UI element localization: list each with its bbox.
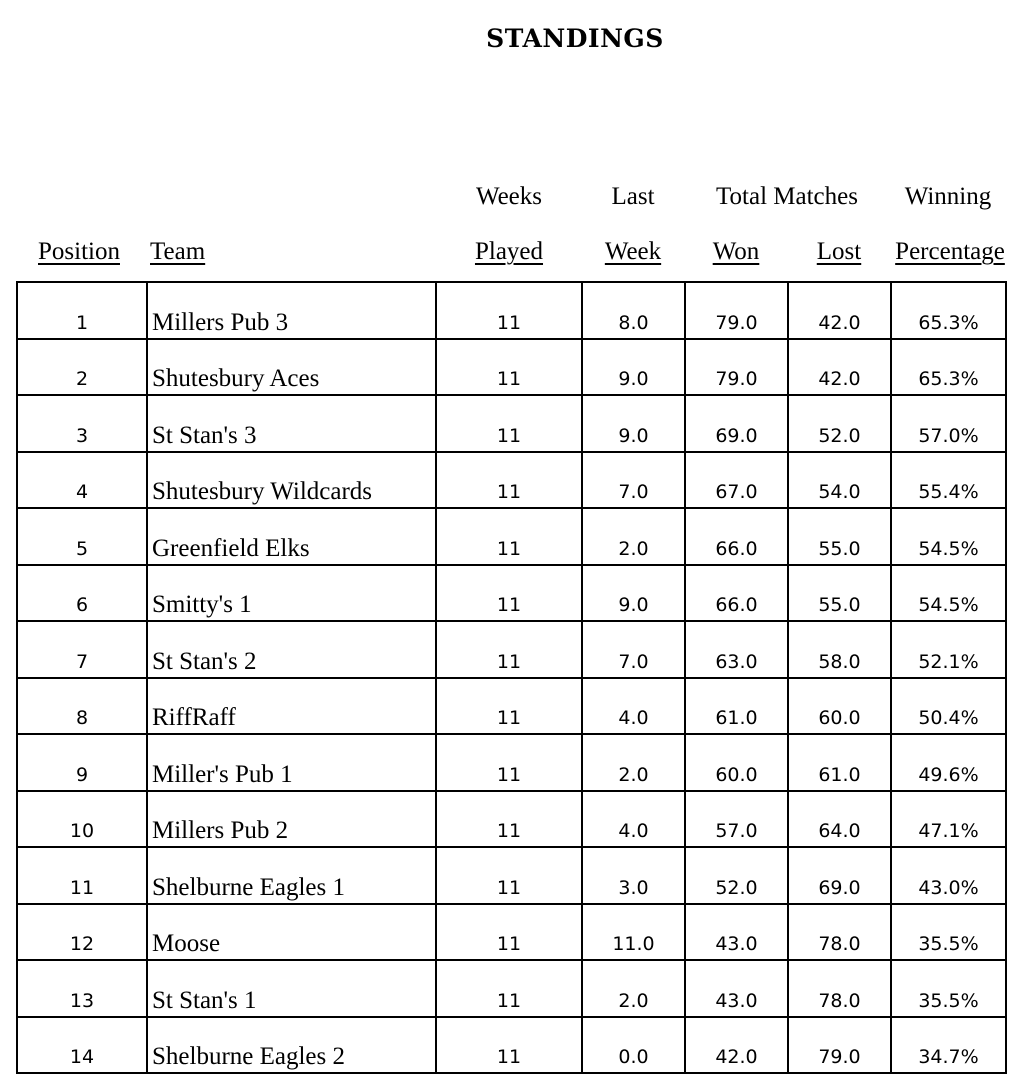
cell-won: 66.0 <box>685 508 788 565</box>
cell-weeks-played: 11 <box>436 282 582 339</box>
cell-won: 67.0 <box>685 452 788 509</box>
cell-winning-percentage: 54.5% <box>891 565 1006 622</box>
cell-won: 69.0 <box>685 395 788 452</box>
cell-lost: 61.0 <box>788 734 891 791</box>
cell-won: 66.0 <box>685 565 788 622</box>
cell-position: 14 <box>17 1017 147 1074</box>
cell-lost: 54.0 <box>788 452 891 509</box>
cell-winning-percentage: 65.3% <box>891 339 1006 396</box>
cell-position: 10 <box>17 791 147 848</box>
header-last-top: Last <box>611 183 655 210</box>
cell-lost: 60.0 <box>788 678 891 735</box>
cell-winning-percentage: 35.5% <box>891 960 1006 1017</box>
cell-winning-percentage: 50.4% <box>891 678 1006 735</box>
cell-weeks-played: 11 <box>436 1017 582 1074</box>
cell-weeks-played: 11 <box>436 678 582 735</box>
table-row <box>17 452 1006 509</box>
cell-position: 7 <box>17 621 147 678</box>
cell-position: 13 <box>17 960 147 1017</box>
cell-won: 79.0 <box>685 339 788 396</box>
cell-team: Millers Pub 3 <box>147 282 436 339</box>
table-row <box>17 734 1006 791</box>
cell-won: 52.0 <box>685 847 788 904</box>
cell-weeks-played: 11 <box>436 791 582 848</box>
cell-lost: 55.0 <box>788 508 891 565</box>
cell-weeks-played: 11 <box>436 339 582 396</box>
cell-weeks-played: 11 <box>436 734 582 791</box>
cell-team: Millers Pub 2 <box>147 791 436 848</box>
page-title: STANDINGS <box>486 24 664 53</box>
cell-winning-percentage: 34.7% <box>891 1017 1006 1074</box>
header-weeks-top: Weeks <box>475 183 542 210</box>
cell-won: 61.0 <box>685 678 788 735</box>
cell-team: Greenfield Elks <box>147 508 436 565</box>
table-row <box>17 508 1006 565</box>
cell-position: 8 <box>17 678 147 735</box>
cell-last-week: 7.0 <box>582 621 685 678</box>
cell-winning-percentage: 54.5% <box>891 508 1006 565</box>
cell-last-week: 2.0 <box>582 508 685 565</box>
cell-last-week: 4.0 <box>582 791 685 848</box>
cell-position: 2 <box>17 339 147 396</box>
cell-position: 9 <box>17 734 147 791</box>
cell-lost: 52.0 <box>788 395 891 452</box>
cell-last-week: 4.0 <box>582 678 685 735</box>
cell-won: 43.0 <box>685 904 788 961</box>
header-winning-percentage: Percentage <box>895 238 1005 265</box>
cell-winning-percentage: 52.1% <box>891 621 1006 678</box>
cell-lost: 78.0 <box>788 904 891 961</box>
cell-lost: 78.0 <box>788 960 891 1017</box>
table-row <box>17 904 1006 961</box>
cell-weeks-played: 11 <box>436 508 582 565</box>
cell-winning-percentage: 35.5% <box>891 904 1006 961</box>
table-row <box>17 565 1006 622</box>
cell-weeks-played: 11 <box>436 565 582 622</box>
cell-weeks-played: 11 <box>436 904 582 961</box>
cell-lost: 55.0 <box>788 565 891 622</box>
cell-last-week: 0.0 <box>582 1017 685 1074</box>
cell-last-week: 7.0 <box>582 452 685 509</box>
cell-team: Shelburne Eagles 2 <box>147 1017 436 1074</box>
cell-last-week: 9.0 <box>582 395 685 452</box>
cell-won: 42.0 <box>685 1017 788 1074</box>
header-lost: Lost <box>816 238 862 265</box>
cell-last-week: 9.0 <box>582 339 685 396</box>
table-row <box>17 282 1006 339</box>
cell-winning-percentage: 49.6% <box>891 734 1006 791</box>
cell-position: 5 <box>17 508 147 565</box>
table-row <box>17 621 1006 678</box>
cell-position: 12 <box>17 904 147 961</box>
cell-winning-percentage: 43.0% <box>891 847 1006 904</box>
cell-position: 4 <box>17 452 147 509</box>
cell-position: 3 <box>17 395 147 452</box>
cell-won: 57.0 <box>685 791 788 848</box>
header-won: Won <box>712 238 760 265</box>
cell-team: RiffRaff <box>147 678 436 735</box>
table-row <box>17 791 1006 848</box>
cell-team: St Stan's 1 <box>147 960 436 1017</box>
header-team: Team <box>150 238 206 265</box>
table-row <box>17 1017 1006 1074</box>
header-weeks-played: Played <box>474 238 544 265</box>
cell-team: Shelburne Eagles 1 <box>147 847 436 904</box>
cell-last-week: 2.0 <box>582 734 685 791</box>
cell-winning-percentage: 55.4% <box>891 452 1006 509</box>
cell-won: 79.0 <box>685 282 788 339</box>
table-row <box>17 678 1006 735</box>
standings-table <box>16 281 1007 1074</box>
table-row <box>17 847 1006 904</box>
table-row <box>17 960 1006 1017</box>
cell-team: Shutesbury Aces <box>147 339 436 396</box>
cell-lost: 42.0 <box>788 282 891 339</box>
table-row <box>17 395 1006 452</box>
cell-weeks-played: 11 <box>436 847 582 904</box>
cell-winning-percentage: 65.3% <box>891 282 1006 339</box>
cell-winning-percentage: 47.1% <box>891 791 1006 848</box>
header-last-week: Week <box>604 238 662 265</box>
cell-won: 60.0 <box>685 734 788 791</box>
cell-won: 63.0 <box>685 621 788 678</box>
cell-team: Moose <box>147 904 436 961</box>
cell-last-week: 8.0 <box>582 282 685 339</box>
cell-weeks-played: 11 <box>436 621 582 678</box>
cell-weeks-played: 11 <box>436 395 582 452</box>
cell-winning-percentage: 57.0% <box>891 395 1006 452</box>
cell-team: Miller's Pub 1 <box>147 734 436 791</box>
cell-lost: 42.0 <box>788 339 891 396</box>
cell-team: St Stan's 3 <box>147 395 436 452</box>
cell-lost: 69.0 <box>788 847 891 904</box>
table-row <box>17 339 1006 396</box>
cell-weeks-played: 11 <box>436 452 582 509</box>
cell-team: Smitty's 1 <box>147 565 436 622</box>
header-winning-top: Winning <box>904 183 992 210</box>
cell-position: 6 <box>17 565 147 622</box>
header-total-matches: Total Matches <box>716 183 858 210</box>
cell-last-week: 3.0 <box>582 847 685 904</box>
cell-lost: 79.0 <box>788 1017 891 1074</box>
cell-last-week: 11.0 <box>582 904 685 961</box>
cell-team: Shutesbury Wildcards <box>147 452 436 509</box>
cell-last-week: 9.0 <box>582 565 685 622</box>
cell-lost: 58.0 <box>788 621 891 678</box>
cell-position: 11 <box>17 847 147 904</box>
cell-position: 1 <box>17 282 147 339</box>
header-position: Position <box>38 238 120 265</box>
cell-lost: 64.0 <box>788 791 891 848</box>
cell-team: St Stan's 2 <box>147 621 436 678</box>
cell-weeks-played: 11 <box>436 960 582 1017</box>
cell-won: 43.0 <box>685 960 788 1017</box>
cell-last-week: 2.0 <box>582 960 685 1017</box>
